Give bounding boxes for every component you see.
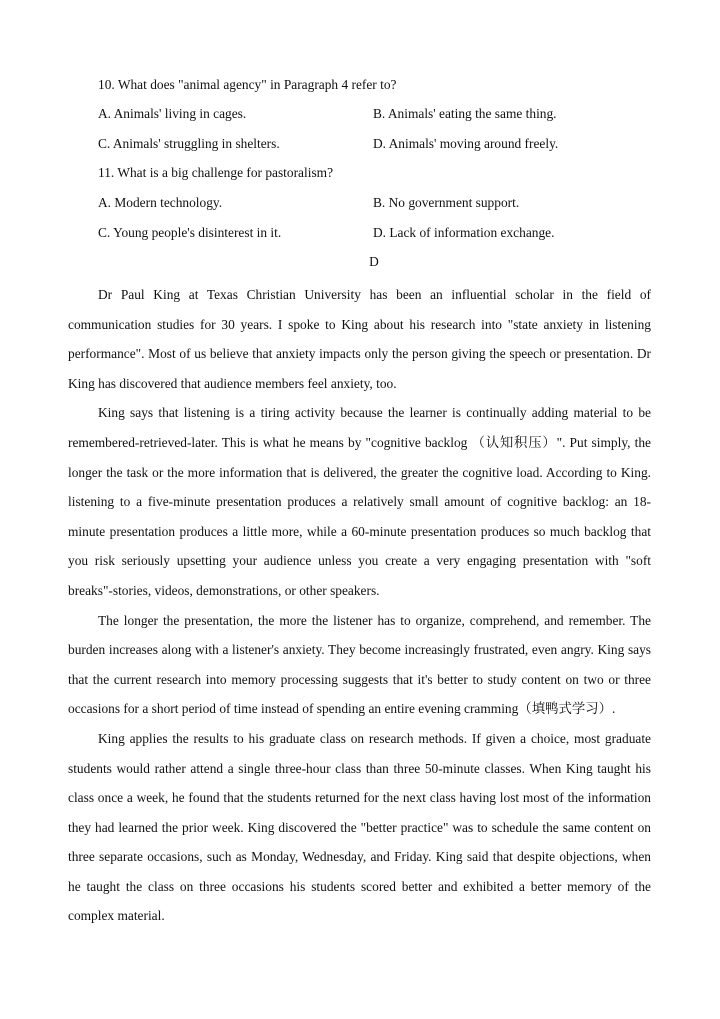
question-10-stem: 10. What does "animal agency" in Paragraph 4 refer to?: [98, 77, 397, 92]
question-10-option-d: D. Animals' moving around freely.: [373, 136, 559, 151]
reading-passage: [68, 280, 651, 931]
question-11-option-a: A. Modern technology.: [98, 195, 223, 210]
question-10-option-b: B. Animals' eating the same thing.: [373, 106, 557, 121]
passage-paragraph-1: Dr Paul King at Texas Christian University has been an influential scholar in the field of communication studies for 30 years. I spoke to King about his research into "state anxiety in listening performance". Most of us believe that anxiety impacts only the person giving the speech or presentation. Dr King has discovered that audience members feel anxiety, too.: [68, 287, 651, 391]
question-10-option-a: A. Animals' living in cages.: [98, 106, 247, 121]
question-11-option-d: D. Lack of information exchange.: [373, 225, 555, 240]
question-11-option-b: B. No government support.: [373, 195, 520, 210]
question-10-option-c: C. Animals' struggling in shelters.: [98, 136, 280, 151]
passage-paragraph-3: The longer the presentation, the more the listener has to organize, comprehend, and remember. The burden increases along with a listener's anxiety. They become increasingly frustrated, even angry. King says that the current research into memory processing suggests that it's better to study content on two or three occasions for a short period of time instead of spending an entire evening cramming（填鸭式学习）.: [68, 612, 651, 717]
question-11-option-c: C. Young people's disinterest in it.: [98, 225, 282, 240]
passage-paragraph-4: King applies the results to his graduate class on research methods. If given a choice, most graduate students would rather attend a single three-hour class than three 50-minute classes. When King taught his class once a week, he found that the students returned for the next class having lost most of the information they had learned the prior week. King discovered the "better practice" was to schedule the same content on three separate occasions, such as Monday, Wednesday, and Friday. King said that despite objections, when he taught the class on three occasions his students scored better and exhibited a better memory of the complex material.: [68, 730, 651, 924]
question-11-stem: 11. What is a big challenge for pastoralism?: [98, 165, 334, 180]
passage-paragraph-2: King says that listening is a tiring activity because the learner is continually adding material to be remembered-retrieved-later. This is what he means by "cognitive backlog （认知积压）". Put simply, the longer the task or the more information that is delivered, the greater the cognitive load. According to King. listening to a five-minute presentation produces a relatively small amount of cognitive backlog: an 18-minute presentation produces a little more, while a 60-minute presentation produces so much backlog that you risk seriously upsetting your audience unless you create a very engaging presentation with "soft breaks"-stories, videos, demonstrations, or other speakers.: [68, 405, 651, 598]
section-letter: D: [369, 254, 379, 269]
